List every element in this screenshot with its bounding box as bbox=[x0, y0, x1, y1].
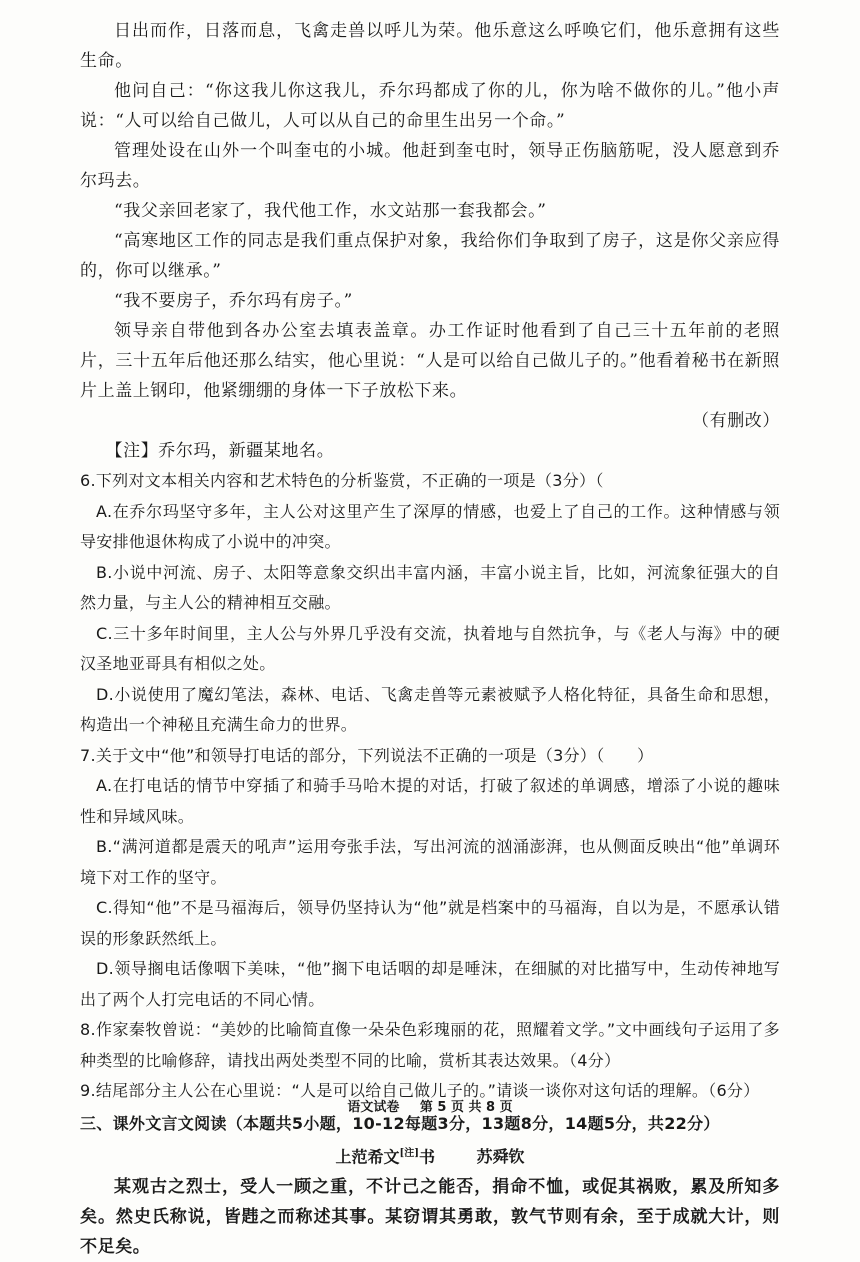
story-excerpt bbox=[80, 16, 780, 466]
classical-title: 上范希文 bbox=[335, 1146, 400, 1166]
story-paragraph: “我父亲回老家了，我代他工作，水文站那一套我都会。” bbox=[114, 201, 547, 221]
question-9: 9.结尾部分主人公在心里说：“人是可以给自己做儿子的。”请谈一谈你对这句话的理解。（6分） bbox=[80, 1081, 760, 1100]
story-paragraph: “高寒地区工作的同志是我们重点保护对象，我给你们争取到了房子，这是你父亲应得的，你可以继承。” bbox=[80, 231, 780, 281]
question-6-option-b: B.小说中河流、房子、太阳等意象交织出丰富内涵，丰富小说主旨，比如，河流象征强大的自然力量，与主人公的精神相互交融。 bbox=[80, 562, 780, 612]
question-7-stem: 7.关于文中“他”和领导打电话的部分，下列说法不正确的一项是（3分）（ ） bbox=[80, 745, 654, 765]
footer-page-number: 第 5 页 共 8 页 bbox=[419, 1100, 513, 1115]
story-paragraph: 管理处设在山外一个叫奎屯的小城。他赶到奎屯时，领导正伤脑筋呢，没人愿意到乔尔玛去。 bbox=[80, 141, 780, 191]
classical-author: 苏舜钦 bbox=[476, 1146, 525, 1166]
section-3-heading: 三、课外文言文阅读（本题共5小题，10-12每题3分，13题8分，14题5分，共22分） bbox=[80, 1113, 720, 1133]
classical-text-title bbox=[80, 1139, 780, 1172]
classical-paragraph: 某观古之烈士，受人一顾之重，不计己之能否，捐命不恤，或促其祸败，累及所知多矣。然史氏称说，皆韪之而称述其事。某窃谓其勇敢，敦气节则有余，至于成就大计，则不足矣。 bbox=[80, 1176, 780, 1257]
story-paragraph: “我不要房子，乔尔玛有房子。” bbox=[114, 291, 353, 311]
question-7-option-b: B.“满河道都是震天的吼声”运用夸张手法，写出河流的汹涌澎湃，也从侧面反映出“他”单调环境下对工作的坚守。 bbox=[80, 837, 780, 887]
question-6-option-d: D.小说使用了魔幻笔法，森林、电话、飞禽走兽等元素被赋予人格化特征，具备生命和思想，构造出一个神秘且充满生命力的世界。 bbox=[80, 684, 780, 734]
story-paragraph: 日出而作，日落而息，飞禽走兽以呼儿为荣。他乐意这么呼唤它们，他乐意拥有这些生命。 bbox=[80, 21, 780, 71]
page-footer bbox=[0, 1096, 860, 1115]
annotation-note: 【注】乔尔玛，新疆某地名。 bbox=[105, 441, 335, 461]
question-list bbox=[80, 466, 780, 1107]
classical-title-suffix: 书 bbox=[418, 1146, 435, 1166]
question-6-option-c: C.三十多年时间里，主人公与外界几乎没有交流，执着地与自然抗争，与《老人与海》中的硬汉圣地亚哥具有相似之处。 bbox=[80, 623, 780, 673]
question-7-option-d: D.领导搁电话像咽下美味，“他”搁下电话咽的却是唾沫，在细腻的对比描写中，生动传神地写出了两个人打完电话的不同心情。 bbox=[80, 959, 780, 1009]
question-6-stem: 6.下列对文本相关内容和艺术特色的分析鉴赏，不正确的一项是（3分）（ bbox=[80, 471, 604, 490]
story-paragraph: 领导亲自带他到各办公室去填表盖章。办工作证时他看到了自己三十五年前的老照片，三十五年后他还那么结实，他心里说：“人是可以给自己做儿子的。”他看着秘书在新照片上盖上钢印，他紧绷绷的身体一下子放松下来。 bbox=[80, 321, 780, 401]
story-paragraph: 他问自己：“你这我儿你这我儿，乔尔玛都成了你的儿，你为啥不做你的儿。”他小声说：“人可以给自己做儿，人可以从自己的命里生出另一个命。” bbox=[80, 81, 780, 131]
title-footnote-marker: [注] bbox=[399, 1147, 419, 1159]
question-8: 8.作家秦牧曾说：“美妙的比喻简直像一朵朵色彩瑰丽的花，照耀着文学。”文中画线句子运用了多种类型的比喻修辞，请找出两处类型不同的比喻，赏析其表达效果。（4分） bbox=[80, 1020, 780, 1070]
question-7-option-c: C.得知“他”不是马福海后，领导仍坚持认为“他”就是档案中的马福海，自以为是，不愿承认错误的形象跃然纸上。 bbox=[80, 898, 780, 948]
footer-subject: 语文试卷 bbox=[347, 1100, 400, 1115]
source-note: （有删改） bbox=[692, 411, 780, 431]
question-7-option-a: A.在打电话的情节中穿插了和骑手马哈木提的对话，打破了叙述的单调感，增添了小说的趣味性和异域风味。 bbox=[80, 776, 780, 826]
question-6-option-a: A.在乔尔玛坚守多年，主人公对这里产生了深厚的情感，也爱上了自己的工作。这种情感与领导安排他退休构成了小说中的冲突。 bbox=[80, 501, 780, 551]
